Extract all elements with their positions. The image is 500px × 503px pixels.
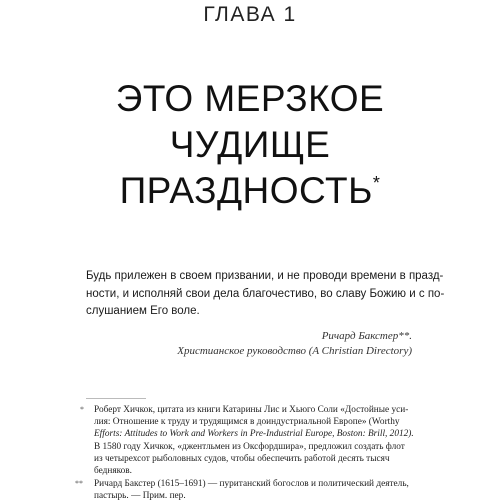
footnote-1-line-1: Роберт Хичкок, цитата из книги Катарины Лис и Хьюго Соли «Достойные уси-	[94, 405, 409, 415]
footnote-1-line-6: бедняков.	[94, 466, 132, 477]
footnote-divider	[86, 398, 146, 399]
chapter-title	[0, 76, 500, 214]
epigraph-source: Христианское руководство (A Christian Directory)	[177, 345, 412, 357]
footnote-1-line-5: из четырехсот рыболовных судов, чтобы обеспечить работой десять тысяч	[94, 453, 390, 464]
footnote-1	[80, 404, 416, 477]
chapter-label: ГЛАВА 1	[203, 3, 297, 26]
chapter-title-line-1: ЭТО МЕРЗКОЕ	[115, 78, 385, 119]
footnote-1-line-2: лия: Отношение к труду и трудящимся в доиндустриальной Европе» (Worthy	[94, 417, 400, 428]
epigraph-author: Ричард Бакстер**.	[321, 330, 412, 342]
epigraph-line-1: Будь прилежен в своем призвании, и не проводи времени в празд-	[86, 270, 444, 282]
footnote-1-mark: *	[80, 405, 84, 414]
footnote-ref-mark: *	[372, 173, 381, 193]
footnote-2	[75, 478, 416, 502]
footnote-2-line-2: пастырь. — Прим. пер.	[94, 491, 186, 502]
chapter-title-line-2: ЧУДИЩЕ	[169, 124, 331, 165]
epigraph-quote	[86, 268, 445, 321]
chapter-title-line-3-text: ПРАЗДНОСТЬ	[119, 170, 373, 211]
chapter-title-line-3	[0, 168, 500, 214]
epigraph-line-3: слушанием Его воле.	[86, 305, 200, 317]
footnotes	[75, 404, 416, 503]
footnote-1-line-3: Efforts: Attitudes to Work and Workers in Pre-Industrial Europe, Boston: Brill, 2012).	[94, 429, 414, 440]
epigraph-line-2: ности, и исполняй свои дела благочестиво, во славу Божию и с по-	[86, 287, 445, 300]
footnote-1-line-4: В 1580 году Хичкок, «джентльмен из Оксфордшира», предложил создать флот	[94, 441, 405, 452]
footnote-2-mark: **	[75, 479, 83, 489]
footnote-2-line-1: Ричард Бакстер (1615–1691) — пуританский богослов и политический деятель,	[94, 479, 409, 490]
